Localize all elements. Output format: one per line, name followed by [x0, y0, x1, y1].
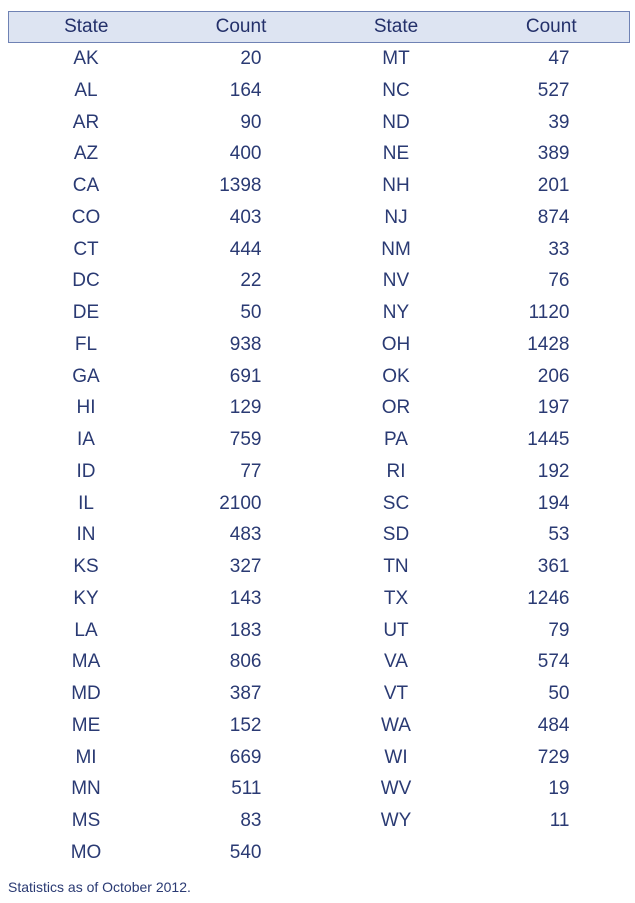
state-cell-left: AL	[74, 79, 98, 101]
state-cell-left: CO	[71, 206, 101, 228]
header-count-left: Count	[164, 12, 319, 43]
table-row	[9, 75, 630, 107]
state-cell-right: NH	[382, 175, 410, 196]
count-cell-right	[474, 837, 630, 869]
table-row	[9, 456, 630, 488]
state-cell-right: NC	[382, 79, 410, 101]
count-cell-right: 206	[537, 365, 570, 387]
state-count-table	[8, 11, 630, 869]
state-cell-right: NV	[382, 270, 410, 292]
table-row	[9, 424, 630, 456]
count-cell-right: 1428	[527, 333, 570, 355]
state-cell-left: CA	[72, 175, 100, 196]
table-row	[9, 138, 630, 170]
state-cell-left: GA	[72, 365, 100, 387]
state-cell-left: AZ	[73, 143, 99, 165]
count-cell-right: 1246	[527, 587, 570, 609]
count-cell-right: 1445	[527, 429, 570, 450]
count-cell-right: 194	[537, 492, 570, 514]
count-cell-right: 484	[537, 714, 570, 736]
table-row	[9, 646, 630, 678]
state-cell-right: ND	[382, 111, 410, 133]
count-cell-right: 50	[548, 683, 570, 704]
state-cell-right: NE	[382, 143, 410, 165]
table-row	[9, 805, 630, 837]
state-cell-right: OH	[381, 333, 411, 355]
state-cell-right: SC	[382, 492, 410, 514]
state-cell-left: HI	[76, 397, 96, 419]
state-cell-right: VT	[383, 683, 409, 704]
state-cell-right: NY	[382, 302, 410, 323]
state-cell-right: TN	[383, 556, 409, 577]
state-cell-right: VA	[384, 651, 408, 673]
table-row	[9, 265, 630, 297]
count-cell-right: 19	[548, 778, 570, 800]
state-cell-left: FL	[74, 333, 98, 355]
count-cell-right: 197	[537, 397, 570, 419]
state-cell-right	[319, 837, 474, 869]
count-cell-left: 938	[229, 333, 262, 355]
state-cell-left: AR	[72, 111, 100, 133]
state-cell-right: UT	[383, 619, 409, 641]
count-cell-right: 33	[548, 238, 570, 260]
count-cell-left: 50	[240, 302, 262, 323]
state-cell-right: SD	[382, 524, 410, 546]
count-cell-left: 540	[229, 841, 262, 863]
count-cell-left: 183	[229, 619, 262, 641]
state-cell-right: WI	[384, 746, 408, 768]
count-cell-left: 444	[229, 238, 262, 260]
footnote: Statistics as of October 2012.	[8, 879, 191, 895]
table-row	[9, 837, 630, 869]
count-cell-left: 20	[240, 48, 262, 69]
state-cell-left: MO	[70, 841, 102, 863]
state-count-table-container	[8, 11, 629, 869]
state-cell-right: OK	[382, 365, 410, 387]
state-cell-left: IL	[78, 492, 94, 514]
count-cell-right: 389	[537, 143, 570, 165]
table-row	[9, 392, 630, 424]
table-body	[9, 43, 630, 869]
count-cell-left: 387	[229, 683, 262, 704]
header-state-left: State	[9, 12, 164, 43]
table-row	[9, 742, 630, 774]
count-cell-left: 90	[240, 111, 262, 133]
count-cell-right: 53	[548, 524, 570, 546]
count-cell-left: 806	[229, 651, 262, 673]
count-cell-left: 152	[229, 714, 262, 736]
table-row	[9, 488, 630, 520]
count-cell-right: 361	[537, 556, 570, 577]
state-cell-right: NM	[381, 238, 411, 260]
count-cell-left: 129	[229, 397, 262, 419]
table-row	[9, 297, 630, 329]
table-row	[9, 615, 630, 647]
state-cell-right: PA	[384, 429, 408, 450]
state-cell-left: KY	[73, 587, 99, 609]
table-row	[9, 43, 630, 75]
header-row	[9, 12, 630, 43]
header-state-right: State	[319, 12, 474, 43]
state-cell-right: TX	[383, 587, 409, 609]
state-cell-right: WA	[381, 714, 411, 736]
count-cell-right: 1120	[528, 302, 570, 323]
count-cell-right: 201	[537, 175, 570, 196]
state-cell-left: DC	[72, 270, 100, 292]
count-cell-right: 192	[537, 460, 570, 482]
state-cell-left: LA	[74, 619, 98, 641]
state-cell-right: OR	[381, 397, 411, 419]
count-cell-right: 47	[548, 48, 570, 69]
table-row	[9, 170, 630, 202]
state-cell-left: AK	[73, 48, 99, 69]
count-cell-left: 511	[231, 778, 262, 800]
table-row	[9, 583, 630, 615]
table-row	[9, 710, 630, 742]
count-cell-left: 669	[229, 746, 262, 768]
count-cell-right: 527	[537, 79, 570, 101]
count-cell-left: 143	[229, 587, 262, 609]
state-cell-right: NJ	[384, 206, 408, 228]
count-cell-left: 483	[229, 524, 262, 546]
count-cell-left: 759	[229, 429, 262, 450]
count-cell-right: 574	[537, 651, 570, 673]
state-cell-left: MA	[71, 651, 101, 673]
table-row	[9, 329, 630, 361]
table-row	[9, 234, 630, 266]
table-row	[9, 361, 630, 393]
state-cell-left: IA	[77, 429, 95, 450]
table-row	[9, 202, 630, 234]
table-row	[9, 551, 630, 583]
count-cell-right: 39	[548, 111, 570, 133]
state-cell-left: MS	[71, 810, 101, 831]
table-row	[9, 519, 630, 551]
state-cell-left: IN	[76, 524, 96, 546]
count-cell-left: 691	[229, 365, 262, 387]
count-cell-right: 11	[549, 810, 570, 831]
count-cell-right: 79	[548, 619, 570, 641]
table-row	[9, 107, 630, 139]
header-count-right: Count	[474, 12, 630, 43]
state-cell-left: MI	[75, 746, 97, 768]
table-header	[9, 12, 630, 43]
count-cell-right: 874	[537, 206, 570, 228]
state-cell-left: DE	[72, 302, 100, 323]
state-cell-right: MT	[382, 48, 410, 69]
table-row	[9, 773, 630, 805]
table-row	[9, 678, 630, 710]
state-cell-left: ME	[71, 714, 101, 736]
state-cell-left: CT	[73, 238, 99, 260]
count-cell-left: 2100	[219, 492, 262, 514]
state-cell-left: ID	[76, 460, 96, 482]
count-cell-left: 403	[229, 206, 262, 228]
state-cell-right: WY	[380, 810, 412, 831]
count-cell-right: 729	[537, 746, 570, 768]
count-cell-left: 164	[229, 79, 262, 101]
count-cell-left: 77	[240, 460, 262, 482]
count-cell-left: 83	[240, 810, 262, 831]
state-cell-left: MN	[71, 778, 101, 800]
count-cell-right: 76	[548, 270, 570, 292]
state-cell-left: KS	[73, 556, 99, 577]
count-cell-left: 327	[229, 556, 262, 577]
state-cell-left: MD	[71, 683, 101, 704]
count-cell-left: 22	[240, 270, 262, 292]
count-cell-left: 1398	[219, 175, 262, 196]
state-cell-right: WV	[380, 778, 412, 800]
count-cell-left: 400	[229, 143, 262, 165]
state-cell-right: RI	[386, 460, 406, 482]
